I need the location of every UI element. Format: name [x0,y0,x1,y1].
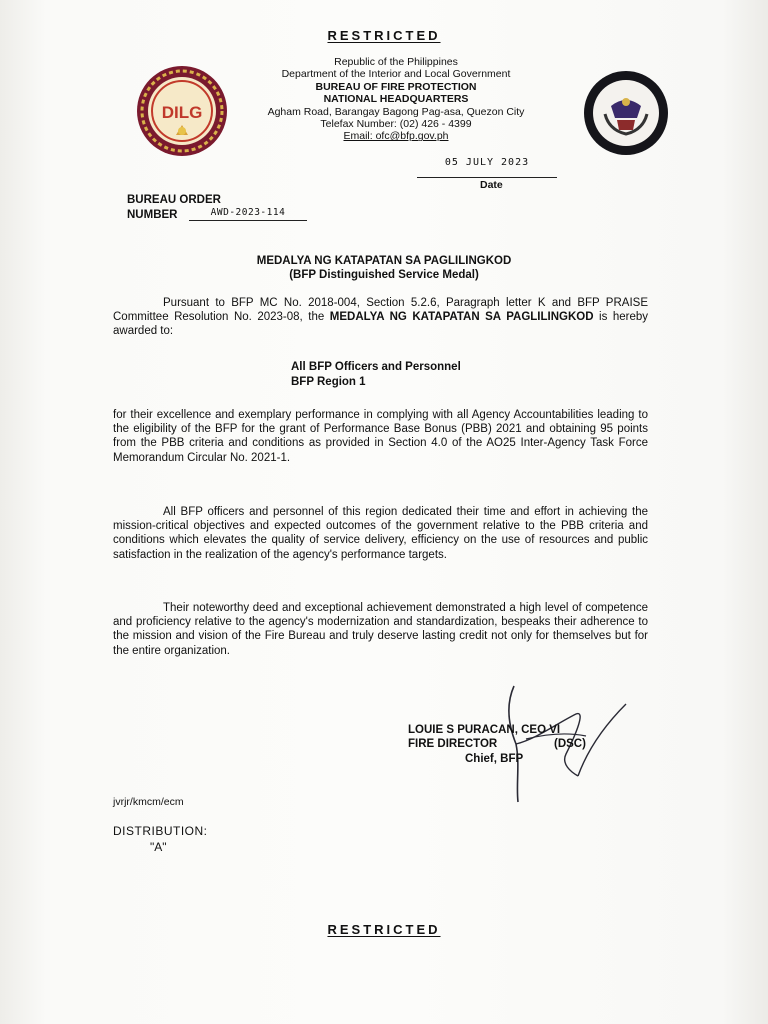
department-line: Department of the Interior and Local Government [281,68,511,81]
award-heading [0,254,768,282]
award-subtitle: (BFP Distinguished Service Medal) [289,269,479,281]
bfp-seal-logo [583,70,669,156]
paragraph-achievement: Their noteworthy deed and exceptional achievement demonstrated a high level of competence and proficiency relative to the agency's modernization and standardization, bespeaks their adherence to the mission and vision of the Fire Bureau and truly deserve lasting credit not only for themselves but for the entire organization. [113,602,648,657]
p1-bold-award: MEDALYA NG KATAPATAN SA PAGLILINGKOD [329,311,594,324]
paragraph-excellence: for their excellence and exemplary performance in complying with all Agency Accountabilities leading to the eligibility of the BFP for the grant of Performance Base Bonus (PBB) 2021 and obtaining 95 points from the PBB criteria and conditions as provided in Section 4.0 of the AO25 Inter-Agency Task Force Memorandum Circular No. 2021-1. [113,409,648,464]
awardee-line-2: BFP Region 1 [291,375,366,388]
reference-initials: jvrjr/kmcm/ecm [113,796,184,808]
p1-end: is hereby awarded to: [113,311,648,338]
date-underline [417,177,557,178]
bureau-order-title: BUREAU ORDER [127,194,221,206]
email-link[interactable]: Email: ofc@bfp.gov.ph [343,130,449,143]
p1-text: Pursuant to BFP MC No. 2018-004, Section 5.2.6, Paragraph letter K and BFP PRAISE Committee Resolution No. 2023-08, the [113,297,648,324]
award-title: MEDALYA NG KATAPATAN SA PAGLILINGKOD [256,255,512,267]
distribution-value: "A" [150,840,167,854]
awardee-block [291,360,461,389]
distribution-label: DISTRIBUTION: [113,824,208,838]
signatory-suffix: (DSC) [554,738,586,750]
hq-line: NATIONAL HEADQUARTERS [323,93,469,106]
bureau-order-number-label: NUMBER [127,209,178,221]
paragraph-pursuant [113,296,648,339]
letterhead [240,56,552,143]
restricted-marking-bottom: RESTRICTED [327,922,441,937]
dilg-logo [136,65,228,157]
bureau-order-number-value: AWD-2023-114 [189,206,307,221]
restricted-marking-top: RESTRICTED [327,28,441,43]
republic-line: Republic of the Philippines [334,56,458,68]
awardee-line-1: All BFP Officers and Personnel [291,361,461,373]
signatory-position: FIRE DIRECTOR [408,738,498,750]
paragraph-dedication: All BFP officers and personnel of this region dedicated their time and effort in achieving the mission-critical objectives and expected outcomes of the government relative to the PBB criteria and conditions which elevates the quality of service delivery, efficiency on the use of resources and public satisfaction in the realization of the agency's performance targets. [113,506,648,561]
bureau-line: BUREAU OF FIRE PROTECTION [315,80,477,93]
date-value: 05 JULY 2023 [444,157,530,168]
dilg-logo-text: DILG [161,103,203,122]
signatory-name: LOUIE S PURACAN, CEO VI [408,724,561,736]
telefax-line: Telefax Number: (02) 426 - 4399 [320,118,472,131]
date-label: Date [480,179,503,191]
signatory-title: Chief, BFP [465,753,524,765]
address-line: Agham Road, Barangay Bagong Pag-asa, Quezon City [267,105,525,118]
